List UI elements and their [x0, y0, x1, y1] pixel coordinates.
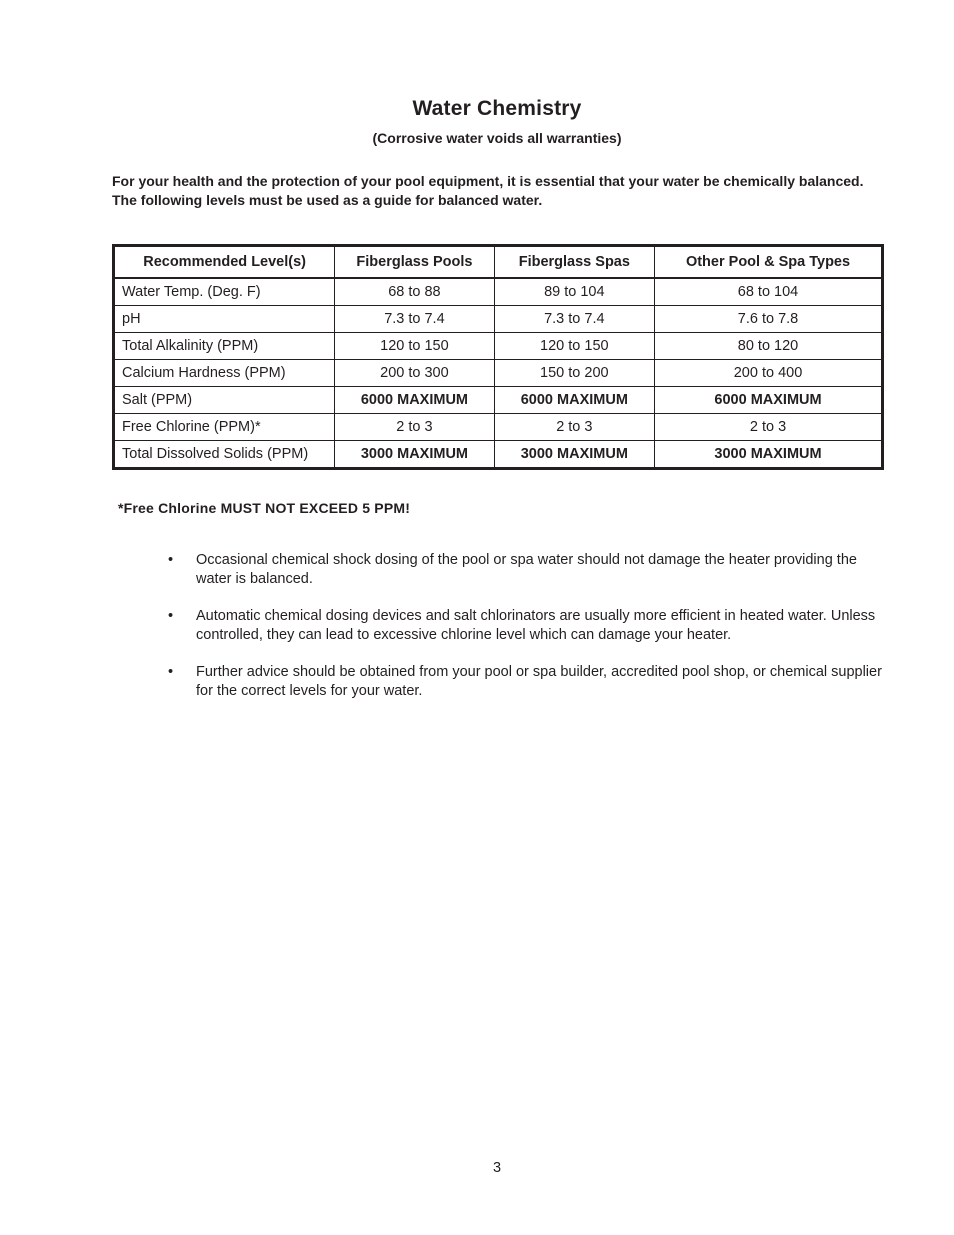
note-text: Further advice should be obtained from your pool or spa builder, accredited pool shop, or chemical supplier for the correct levels for your water. [196, 664, 882, 699]
page-title: Water Chemistry [412, 97, 582, 120]
note-text: Occasional chemical shock dosing of the pool or spa water should not damage the heater providing the water is balanced. [196, 552, 857, 587]
table-row [114, 360, 883, 387]
row-spas-value: 6000 MAXIMUM [494, 387, 654, 414]
row-param: Free Chlorine (PPM)* [114, 414, 335, 441]
row-pools-value: 120 to 150 [335, 333, 494, 360]
row-spas-value: 89 to 104 [494, 278, 654, 306]
intro-paragraph: For your health and the protection of your pool equipment, it is essential that your water be chemically balanced. The following levels must be used as a guide for balanced water. [112, 173, 864, 208]
row-param: pH [114, 306, 335, 333]
note-text: Automatic chemical dosing devices and salt chlorinators are usually more efficient in heated water. Unless controlled, they can lead to excessive chlorine level which can damage your heater. [196, 608, 876, 643]
row-pools-value: 200 to 300 [335, 360, 494, 387]
row-param: Calcium Hardness (PPM) [114, 360, 335, 387]
row-pools-value: 68 to 88 [335, 278, 494, 306]
row-other-value: 80 to 120 [655, 333, 883, 360]
row-spas-value: 2 to 3 [494, 414, 654, 441]
bullet-icon: • [168, 552, 174, 568]
table-row [114, 278, 883, 306]
list-item [168, 663, 884, 701]
row-spas-value: 150 to 200 [494, 360, 654, 387]
table-row [114, 414, 883, 441]
row-pools-value: 6000 MAXIMUM [335, 387, 494, 414]
water-chemistry-table [112, 244, 884, 470]
header-fiberglass-pools: Fiberglass Pools [335, 246, 494, 279]
header-recommended-levels: Recommended Level(s) [114, 246, 335, 279]
row-other-value: 2 to 3 [655, 414, 883, 441]
row-other-value: 6000 MAXIMUM [655, 387, 883, 414]
row-pools-value: 7.3 to 7.4 [335, 306, 494, 333]
header-fiberglass-spas: Fiberglass Spas [494, 246, 654, 279]
row-other-value: 3000 MAXIMUM [655, 441, 883, 469]
page-number: 3 [492, 1160, 502, 1176]
page-subtitle: (Corrosive water voids all warranties) [372, 130, 622, 146]
table-row [114, 441, 883, 469]
row-param: Water Temp. (Deg. F) [114, 278, 335, 306]
chlorine-footnote: *Free Chlorine MUST NOT EXCEED 5 PPM! [118, 500, 411, 516]
row-spas-value: 3000 MAXIMUM [494, 441, 654, 469]
row-spas-value: 7.3 to 7.4 [494, 306, 654, 333]
row-param: Salt (PPM) [114, 387, 335, 414]
row-param: Total Dissolved Solids (PPM) [114, 441, 335, 469]
bullet-icon: • [168, 608, 174, 624]
row-pools-value: 3000 MAXIMUM [335, 441, 494, 469]
row-other-value: 200 to 400 [655, 360, 883, 387]
table-row [114, 333, 883, 360]
row-spas-value: 120 to 150 [494, 333, 654, 360]
row-param: Total Alkalinity (PPM) [114, 333, 335, 360]
list-item [168, 551, 884, 589]
list-item [168, 607, 884, 645]
table-header-row [114, 246, 883, 279]
table-row [114, 387, 883, 414]
row-pools-value: 2 to 3 [335, 414, 494, 441]
notes-list [168, 551, 884, 719]
table-row [114, 306, 883, 333]
row-other-value: 68 to 104 [655, 278, 883, 306]
header-other-types: Other Pool & Spa Types [655, 246, 883, 279]
row-other-value: 7.6 to 7.8 [655, 306, 883, 333]
bullet-icon: • [168, 664, 174, 680]
